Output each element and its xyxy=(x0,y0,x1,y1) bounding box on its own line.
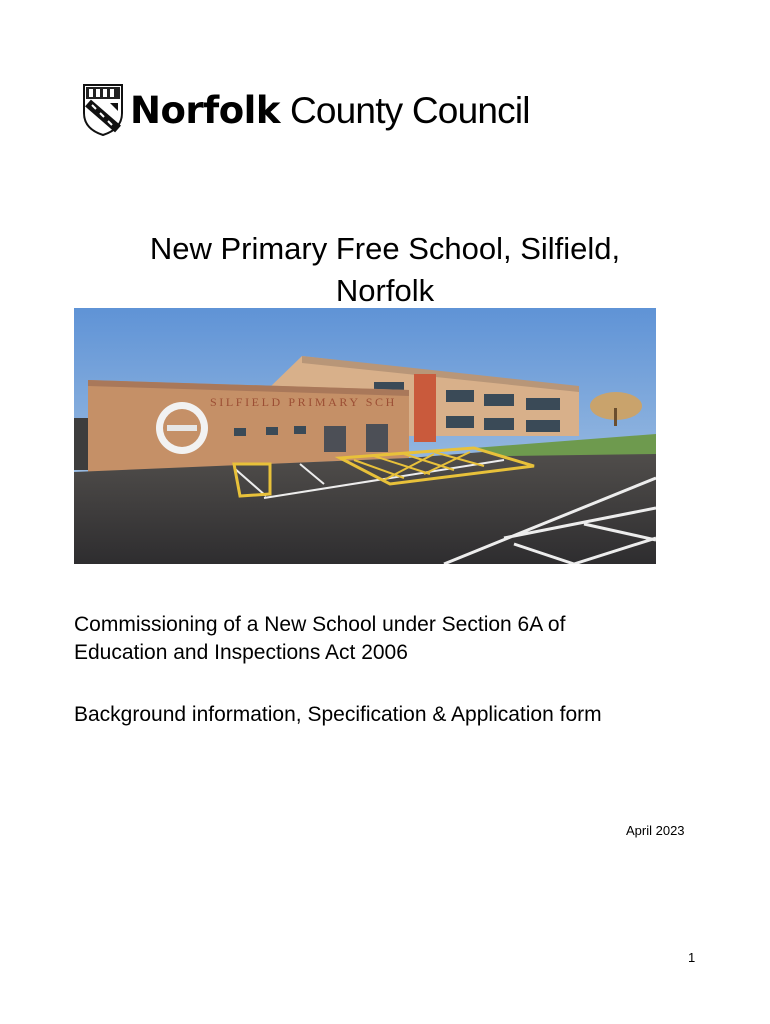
document-title xyxy=(0,228,770,312)
document-description: Background information, Specification & Application form xyxy=(74,703,602,726)
title-line-2: Norfolk xyxy=(335,273,435,308)
svg-text:SILFIELD PRIMARY SCH: SILFIELD PRIMARY SCH xyxy=(210,395,397,409)
page-number: 1 xyxy=(688,950,696,965)
norfolk-crest-icon xyxy=(82,83,124,137)
document-subtitle xyxy=(74,611,734,667)
logo-name-light: County Council xyxy=(289,89,530,131)
document-date: April 2023 xyxy=(626,823,685,838)
subtitle-line-1: Commissioning of a New School under Section 6A of xyxy=(74,613,566,636)
title-line-1: New Primary Free School, Silfield, xyxy=(149,231,621,266)
school-building-render xyxy=(74,308,656,564)
subtitle-line-2: Education and Inspections Act 2006 xyxy=(74,641,408,664)
norfolk-county-council-logo xyxy=(82,82,530,138)
logo-name-bold: Norfolk xyxy=(130,88,280,132)
